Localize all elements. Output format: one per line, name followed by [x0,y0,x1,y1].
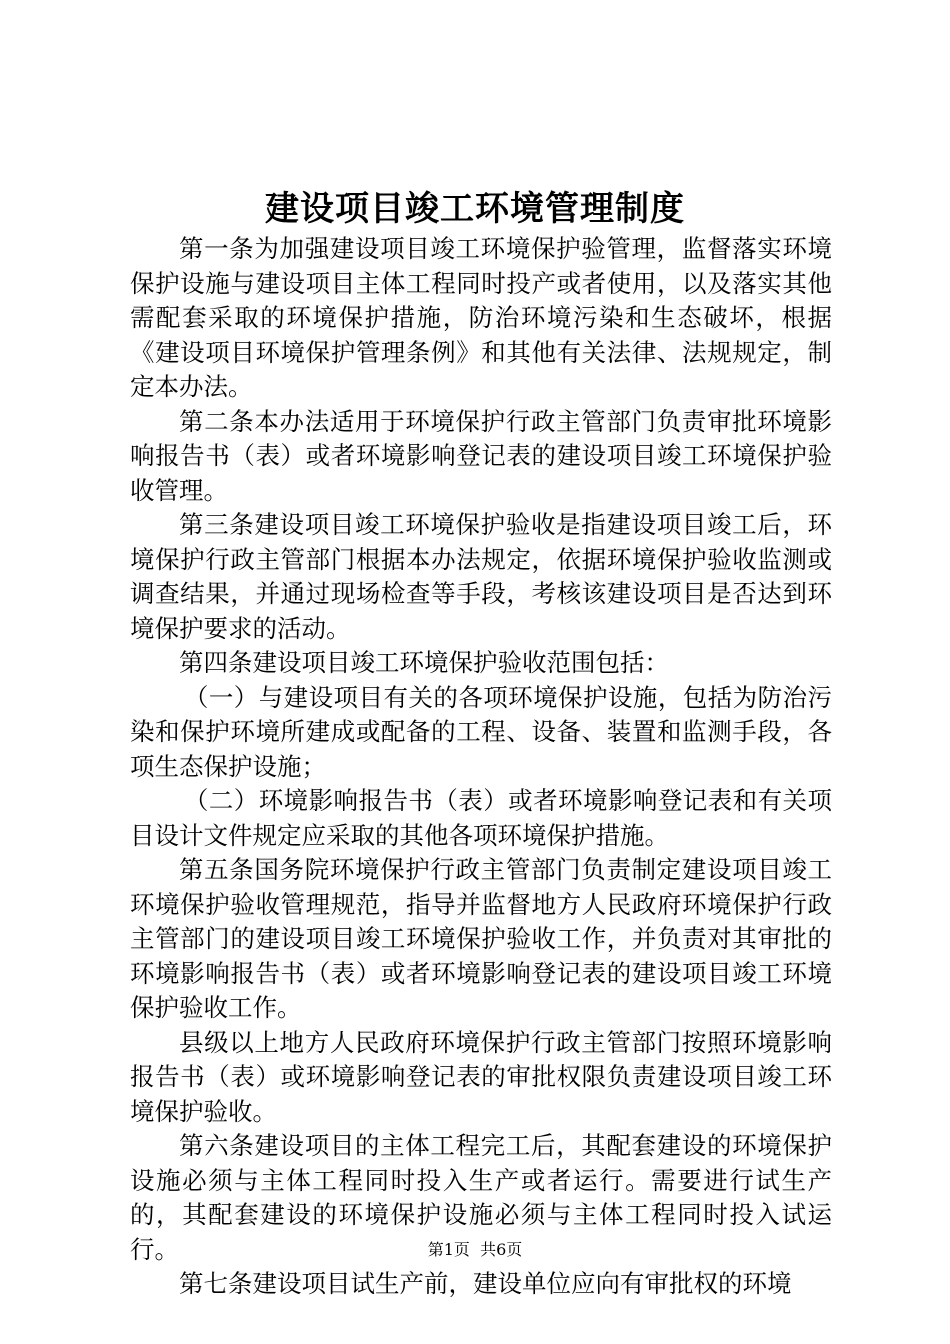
paragraph-article-4-item-1: （一）与建设项目有关的各项环境保护设施，包括为防治污染和保护环境所建成或配备的工程、设备、装置和监测手段，各项生态保护设施； [130,682,832,781]
paragraph-article-5: 第五条国务院环境保护行政主管部门负责制定建设项目竣工环境保护验收管理规范，指导并监督地方人民政府环境保护行政主管部门的建设项目竣工环境保护验收工作，并负责对其审批的环境影响报告书（表）或者环境影响登记表的建设项目竣工环境保护验收工作。 [130,855,832,1022]
document-title: 建设项目竣工环境管理制度 [265,189,685,229]
paragraph-article-4-item-2: （二）环境影响报告书（表）或者环境影响登记表和有关项目设计文件规定应采取的其他各项环境保护措施。 [130,786,832,850]
document-body [130,232,832,1302]
paragraph-article-4: 第四条建设项目竣工环境保护验收范围包括： [179,648,669,677]
page-number-footer: 第1页 共6页 [427,1240,523,1259]
paragraph-article-7: 第七条建设项目试生产前，建设单位应向有审批权的环境 [179,1269,792,1298]
paragraph-article-2: 第二条本办法适用于环境保护行政主管部门负责审批环境影响报告书（表）或者环境影响登记表的建设项目竣工环境保护验收管理。 [130,406,832,505]
paragraph-article-5-cont: 县级以上地方人民政府环境保护行政主管部门按照环境影响报告书（表）或环境影响登记表的审批权限负责建设项目竣工环境保护验收。 [130,1027,832,1126]
paragraph-article-1: 第一条为加强建设项目竣工环境保护验管理，监督落实环境保护设施与建设项目主体工程同时投产或者使用，以及落实其他需配套采取的环境保护措施，防治环境污染和生态破坏，根据《建设项目环境保护管理条例》和其他有关法律、法规规定，制定本办法。 [130,234,832,401]
paragraph-article-3: 第三条建设项目竣工环境保护验收是指建设项目竣工后，环境保护行政主管部门根据本办法规定，依据环境保护验收监测或调查结果，并通过现场检查等手段，考核该建设项目是否达到环境保护要求的活动。 [130,510,832,643]
paragraph-article-6: 第六条建设项目的主体工程完工后，其配套建设的环境保护设施必须与主体工程同时投入生产或者运行。需要进行试生产的，其配套建设的环境保护设施必须与主体工程同时投入试运行。 [130,1131,832,1264]
